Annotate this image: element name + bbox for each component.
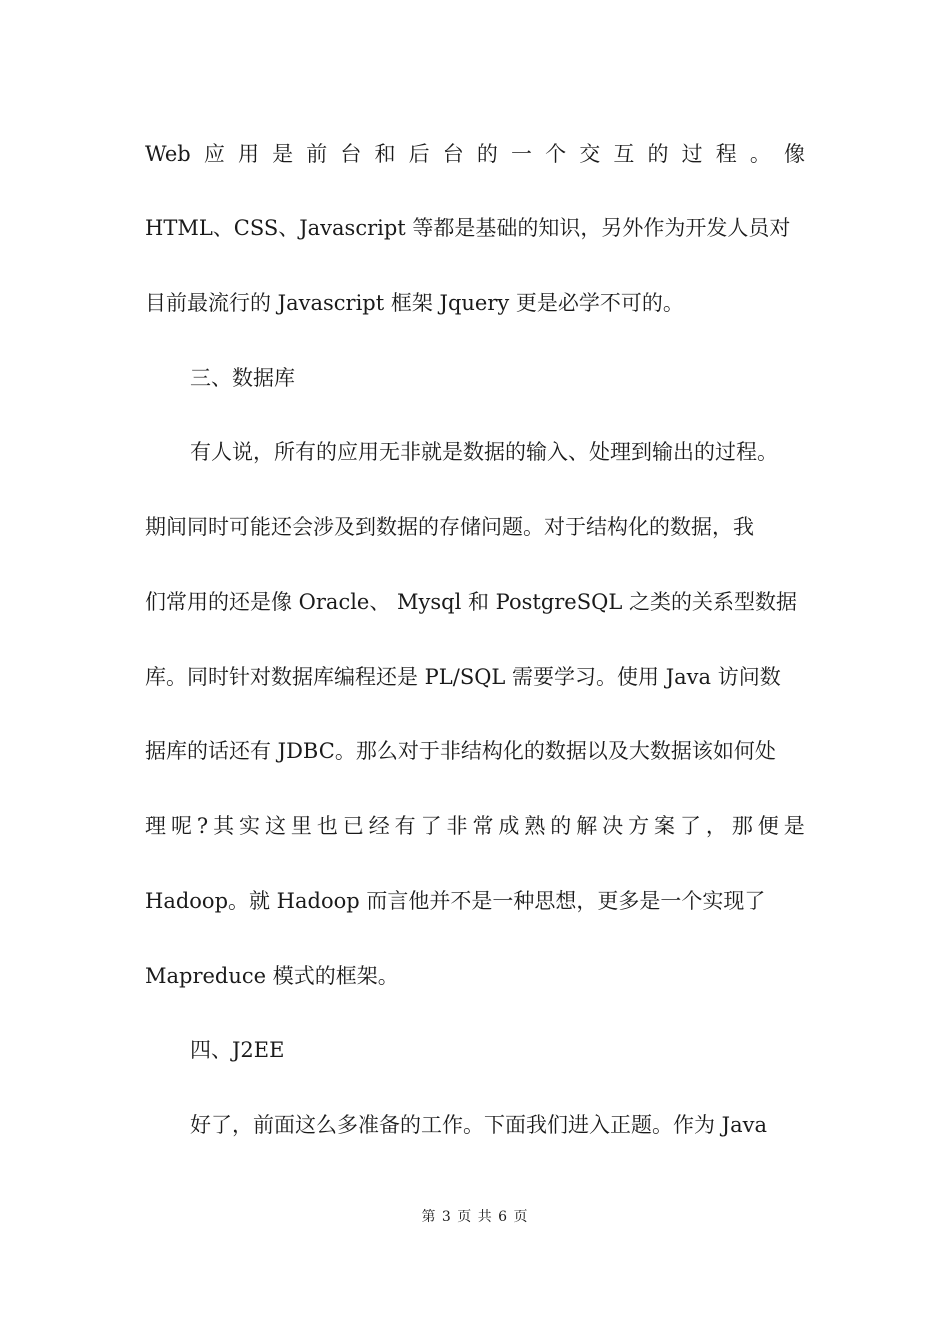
line-token: 这 — [264, 814, 286, 838]
line-token: 实 — [239, 814, 261, 838]
paragraph-line: HTML、CSS、Javascript 等都是基础的知识，另外作为开发人员对 — [145, 216, 791, 240]
line-token: 了 — [420, 814, 442, 838]
line-token: 应 — [203, 142, 225, 166]
line-token: 成 — [498, 814, 520, 838]
paragraph-line: Hadoop。就 Hadoop 而言他并不是一种思想，更多是一个实现了 — [145, 889, 766, 913]
line-token: 和 — [374, 142, 396, 166]
paragraph-line: 据库的话还有 JDBC。那么对于非结构化的数据以及大数据该如何处 — [145, 739, 776, 763]
line-token: 熟 — [524, 814, 546, 838]
paragraph-line: 们常用的还是像 Oracle、 Mysql 和 PostgreSQL 之类的关系型数据 — [145, 590, 797, 614]
line-token: 决 — [602, 814, 624, 838]
line-token: 个 — [545, 142, 567, 166]
line-token: 程 — [715, 142, 737, 166]
line-token: 有 — [394, 814, 416, 838]
line-token: 台 — [442, 142, 464, 166]
paragraph-line: 目前最流行的 Javascript 框架 Jquery 更是必学不可的。 — [145, 291, 684, 315]
line-token: 其 — [213, 814, 235, 838]
paragraph-line — [145, 139, 805, 169]
line-token: 常 — [472, 814, 494, 838]
line-token: 便 — [757, 814, 779, 838]
line-token: 案 — [654, 814, 676, 838]
paragraph-line: 好了，前面这么多准备的工作。下面我们进入正题。作为 Java — [190, 1113, 767, 1137]
line-token: 的 — [476, 142, 498, 166]
line-token: 交 — [579, 142, 601, 166]
line-token: 呢 — [170, 814, 192, 838]
line-token: 的 — [647, 142, 669, 166]
section-heading: 四、J2EE — [190, 1038, 285, 1062]
paragraph-line: 期间同时可能还会涉及到数据的存储问题。对于结构化的数据，我 — [145, 515, 754, 539]
line-token: 的 — [550, 814, 572, 838]
line-token: 那 — [731, 814, 753, 838]
line-token: 非 — [446, 814, 468, 838]
line-token: 一 — [511, 142, 532, 166]
line-token: Web — [145, 142, 191, 166]
line-token: 过 — [681, 142, 703, 166]
line-token: 是 — [783, 814, 805, 838]
line-token: 互 — [613, 142, 635, 166]
line-token: 前 — [306, 142, 328, 166]
line-token: 方 — [628, 814, 650, 838]
line-token: 经 — [368, 814, 390, 838]
line-token: 像 — [784, 142, 805, 166]
line-token: 里 — [290, 814, 312, 838]
line-token: 了 — [679, 814, 701, 838]
section-heading: 三、数据库 — [190, 366, 295, 390]
line-token: 。 — [749, 142, 771, 166]
line-token: ， — [705, 814, 727, 838]
line-token: 后 — [408, 142, 430, 166]
paragraph-line: 库。同时针对数据库编程还是 PL/SQL 需要学习。使用 Java 访问数 — [145, 665, 781, 689]
line-token: 用 — [238, 142, 259, 166]
page-footer: 第 3 页 共 6 页 — [421, 1209, 529, 1225]
line-token: ? — [196, 814, 209, 838]
paragraph-line: Mapreduce 模式的框架。 — [145, 964, 399, 988]
line-token: 已 — [342, 814, 364, 838]
line-token: 解 — [576, 814, 598, 838]
paragraph-line: 有人说，所有的应用无非就是数据的输入、处理到输出的过程。 — [190, 440, 778, 464]
paragraph-line — [145, 811, 805, 841]
line-token: 是 — [272, 142, 294, 166]
line-token: 台 — [340, 142, 362, 166]
line-token: 理 — [145, 814, 166, 838]
line-token: 也 — [316, 814, 338, 838]
